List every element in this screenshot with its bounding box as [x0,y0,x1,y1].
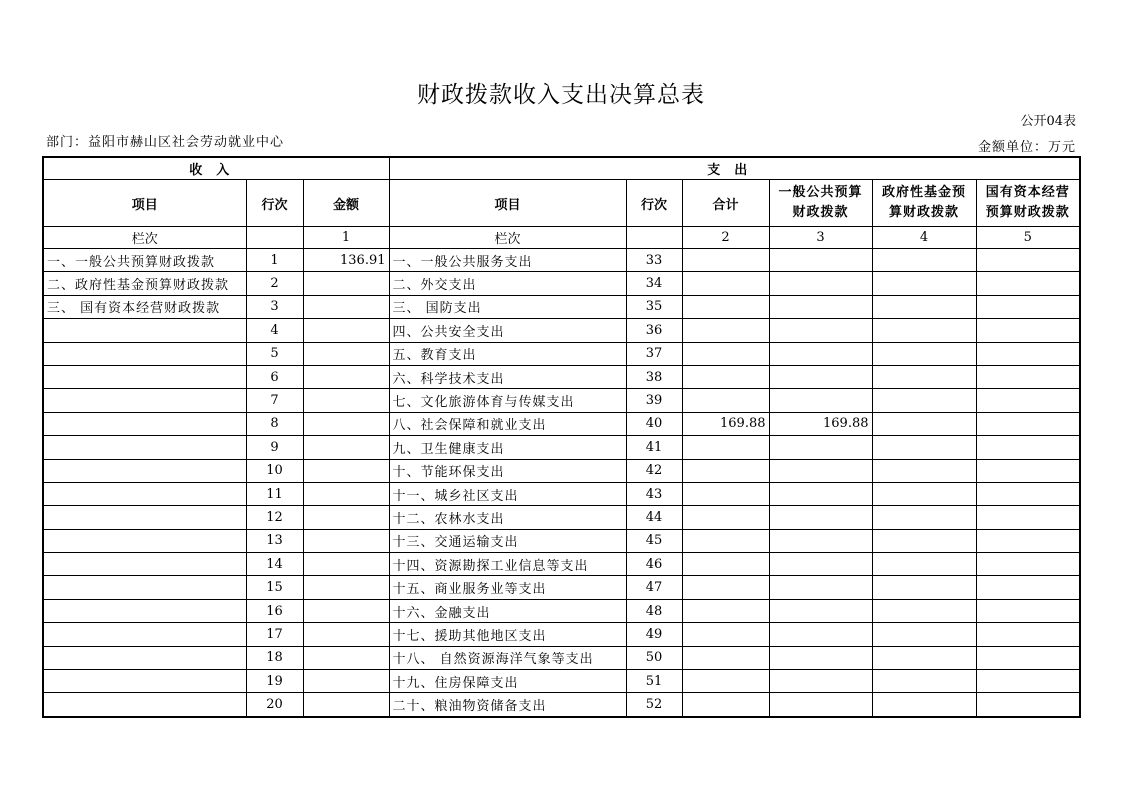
expense-row-no: 51 [626,670,682,693]
income-amount [303,295,389,318]
expense-state-capital [976,295,1080,318]
header-exp-item: 项目 [389,180,626,227]
expense-item: 一、一般公共服务支出 [389,249,626,272]
expense-item: 十三、交通运输支出 [389,529,626,552]
expense-row-no: 36 [626,319,682,342]
header-state-capital: 国有资本经营预算财政拨款 [976,180,1080,227]
table-row [43,553,1080,576]
expense-total [682,670,769,693]
expense-item: 十六、金融支出 [389,599,626,622]
income-amount [303,623,389,646]
header-item: 项目 [43,180,246,227]
section-header-row [43,157,1080,180]
expense-item: 十一、城乡社区支出 [389,482,626,505]
expense-row-no: 41 [626,436,682,459]
income-item [43,529,246,552]
department-label: 部门：益阳市赫山区社会劳动就业中心 [46,135,285,150]
table-row [43,576,1080,599]
income-amount [303,459,389,482]
expense-fund-budget [872,365,976,388]
table-row [43,623,1080,646]
expense-item: 十二、农林水支出 [389,506,626,529]
expense-general-budget [769,436,872,459]
col-index-empty [626,227,682,249]
expense-item: 八、社会保障和就业支出 [389,412,626,435]
table-row [43,482,1080,505]
expense-total [682,295,769,318]
expense-item: 二十、粮油物资储备支出 [389,693,626,717]
expense-item: 十、节能环保支出 [389,459,626,482]
expense-fund-budget [872,319,976,342]
expense-general-budget [769,389,872,412]
expense-state-capital [976,365,1080,388]
expense-fund-budget [872,670,976,693]
income-row-no: 17 [246,623,303,646]
income-amount [303,319,389,342]
column-index-row [43,227,1080,249]
income-row-no: 12 [246,506,303,529]
expense-general-budget [769,599,872,622]
income-amount [303,693,389,717]
income-row-no: 3 [246,295,303,318]
income-amount [303,272,389,295]
expense-total [682,529,769,552]
expense-general-budget [769,459,872,482]
col-index-exp-label: 栏次 [389,227,626,249]
income-item [43,389,246,412]
expense-row-no: 48 [626,599,682,622]
income-item [43,599,246,622]
expense-general-budget [769,295,872,318]
column-header-row [43,180,1080,227]
expense-row-no: 43 [626,482,682,505]
expense-total [682,553,769,576]
income-item: 二、政府性基金预算财政拨款 [43,272,246,295]
income-row-no: 10 [246,459,303,482]
expense-general-budget [769,529,872,552]
expense-row-no: 45 [626,529,682,552]
expense-state-capital [976,693,1080,717]
expense-fund-budget [872,576,976,599]
income-item [43,482,246,505]
income-amount [303,365,389,388]
income-row-no: 9 [246,436,303,459]
expense-general-budget [769,272,872,295]
expense-total [682,272,769,295]
income-row-no: 15 [246,576,303,599]
income-item: 一、一般公共预算财政拨款 [43,249,246,272]
income-item [43,365,246,388]
unit-label: 金额单位：万元 [977,140,1076,155]
expense-state-capital [976,670,1080,693]
income-item [43,623,246,646]
table-row [43,319,1080,342]
budget-table [42,156,1081,718]
expense-general-budget: 169.88 [769,412,872,435]
col-index-state: 5 [976,227,1080,249]
col-index-empty [246,227,303,249]
expense-fund-budget [872,553,976,576]
col-index-amount: 1 [303,227,389,249]
expense-row-no: 49 [626,623,682,646]
expense-row-no: 42 [626,459,682,482]
income-amount [303,436,389,459]
expense-row-no: 47 [626,576,682,599]
expense-general-budget [769,319,872,342]
expense-state-capital [976,412,1080,435]
expense-fund-budget [872,295,976,318]
expense-item: 十八、 自然资源海洋气象等支出 [389,646,626,669]
income-amount [303,553,389,576]
income-row-no: 19 [246,670,303,693]
expense-state-capital [976,623,1080,646]
income-amount [303,529,389,552]
expense-fund-budget [872,459,976,482]
income-row-no: 2 [246,272,303,295]
expense-fund-budget [872,249,976,272]
income-amount [303,506,389,529]
expense-row-no: 52 [626,693,682,717]
expense-row-no: 33 [626,249,682,272]
expense-fund-budget [872,646,976,669]
expense-total [682,599,769,622]
expense-general-budget [769,576,872,599]
income-row-no: 7 [246,389,303,412]
income-item [43,412,246,435]
expense-state-capital [976,576,1080,599]
income-item [43,670,246,693]
table-row [43,506,1080,529]
expense-row-no: 39 [626,389,682,412]
expense-state-capital [976,482,1080,505]
expense-fund-budget [872,342,976,365]
table-row [43,295,1080,318]
table-row [43,342,1080,365]
form-number: 公开04表 [1020,114,1076,129]
table-row [43,272,1080,295]
expense-total [682,576,769,599]
income-item [43,319,246,342]
expense-state-capital [976,529,1080,552]
income-amount [303,576,389,599]
income-item [43,436,246,459]
table-row [43,599,1080,622]
income-row-no: 4 [246,319,303,342]
expense-fund-budget [872,599,976,622]
expense-item: 三、 国防支出 [389,295,626,318]
expense-item: 四、公共安全支出 [389,319,626,342]
income-amount: 136.91 [303,249,389,272]
income-item [43,506,246,529]
table-row [43,436,1080,459]
expense-general-budget [769,342,872,365]
header-exp-row-no: 行次 [626,180,682,227]
income-item [43,459,246,482]
expense-total [682,646,769,669]
income-section-header: 收入 [43,157,389,180]
expense-general-budget [769,482,872,505]
expense-general-budget [769,623,872,646]
expense-total [682,389,769,412]
expense-fund-budget [872,412,976,435]
header-row-no: 行次 [246,180,303,227]
table-row [43,693,1080,717]
col-index-label: 栏次 [43,227,246,249]
expense-total [682,506,769,529]
expense-total: 169.88 [682,412,769,435]
expense-total [682,436,769,459]
expense-state-capital [976,599,1080,622]
col-index-general: 3 [769,227,872,249]
expense-item: 十九、住房保障支出 [389,670,626,693]
table-row [43,529,1080,552]
expense-state-capital [976,459,1080,482]
expense-row-no: 34 [626,272,682,295]
income-item [43,693,246,717]
expense-row-no: 40 [626,412,682,435]
income-row-no: 8 [246,412,303,435]
income-row-no: 1 [246,249,303,272]
income-amount [303,482,389,505]
expense-state-capital [976,319,1080,342]
income-amount [303,412,389,435]
expense-general-budget [769,506,872,529]
expense-state-capital [976,436,1080,459]
income-amount [303,342,389,365]
expense-item: 十四、资源勘探工业信息等支出 [389,553,626,576]
header-fund-budget: 政府性基金预算财政拨款 [872,180,976,227]
expense-general-budget [769,365,872,388]
expense-item: 十七、援助其他地区支出 [389,623,626,646]
expense-item: 七、文化旅游体育与传媒支出 [389,389,626,412]
income-row-no: 14 [246,553,303,576]
expense-item: 二、外交支出 [389,272,626,295]
expense-row-no: 38 [626,365,682,388]
expense-row-no: 37 [626,342,682,365]
expense-state-capital [976,272,1080,295]
income-row-no: 5 [246,342,303,365]
income-row-no: 20 [246,693,303,717]
expense-state-capital [976,506,1080,529]
col-index-fund: 4 [872,227,976,249]
income-amount [303,389,389,412]
expense-total [682,459,769,482]
income-amount [303,670,389,693]
table-row [43,670,1080,693]
expense-item: 十五、商业服务业等支出 [389,576,626,599]
expense-row-no: 46 [626,553,682,576]
table-row [43,646,1080,669]
expense-fund-budget [872,482,976,505]
income-item [43,342,246,365]
expense-total [682,693,769,717]
expense-total [682,249,769,272]
expense-fund-budget [872,436,976,459]
income-row-no: 16 [246,599,303,622]
header-total: 合计 [682,180,769,227]
income-row-no: 11 [246,482,303,505]
expense-fund-budget [872,529,976,552]
income-item [43,576,246,599]
table-row [43,249,1080,272]
income-item: 三、 国有资本经营财政拨款 [43,295,246,318]
income-row-no: 6 [246,365,303,388]
expense-total [682,623,769,646]
expense-item: 六、科学技术支出 [389,365,626,388]
header-general-budget: 一般公共预算财政拨款 [769,180,872,227]
expense-total [682,482,769,505]
expense-item: 五、教育支出 [389,342,626,365]
expense-total [682,365,769,388]
expense-total [682,319,769,342]
expense-fund-budget [872,506,976,529]
income-row-no: 13 [246,529,303,552]
expense-state-capital [976,553,1080,576]
expense-fund-budget [872,623,976,646]
income-item [43,553,246,576]
expense-general-budget [769,670,872,693]
income-amount [303,599,389,622]
table-row [43,412,1080,435]
table-row [43,459,1080,482]
expense-general-budget [769,693,872,717]
expense-general-budget [769,646,872,669]
expense-item: 九、卫生健康支出 [389,436,626,459]
expense-fund-budget [872,693,976,717]
income-amount [303,646,389,669]
page-title: 财政拨款收入支出决算总表 [417,82,705,108]
expense-state-capital [976,342,1080,365]
expense-total [682,342,769,365]
expense-state-capital [976,646,1080,669]
expense-state-capital [976,249,1080,272]
expense-fund-budget [872,272,976,295]
expense-row-no: 50 [626,646,682,669]
expense-general-budget [769,249,872,272]
expense-row-no: 35 [626,295,682,318]
income-item [43,646,246,669]
expense-state-capital [976,389,1080,412]
col-index-total: 2 [682,227,769,249]
expense-general-budget [769,553,872,576]
header-amount: 金额 [303,180,389,227]
expense-section-header: 支出 [389,157,1080,180]
table-row [43,365,1080,388]
expense-row-no: 44 [626,506,682,529]
income-row-no: 18 [246,646,303,669]
table-row [43,389,1080,412]
expense-fund-budget [872,389,976,412]
